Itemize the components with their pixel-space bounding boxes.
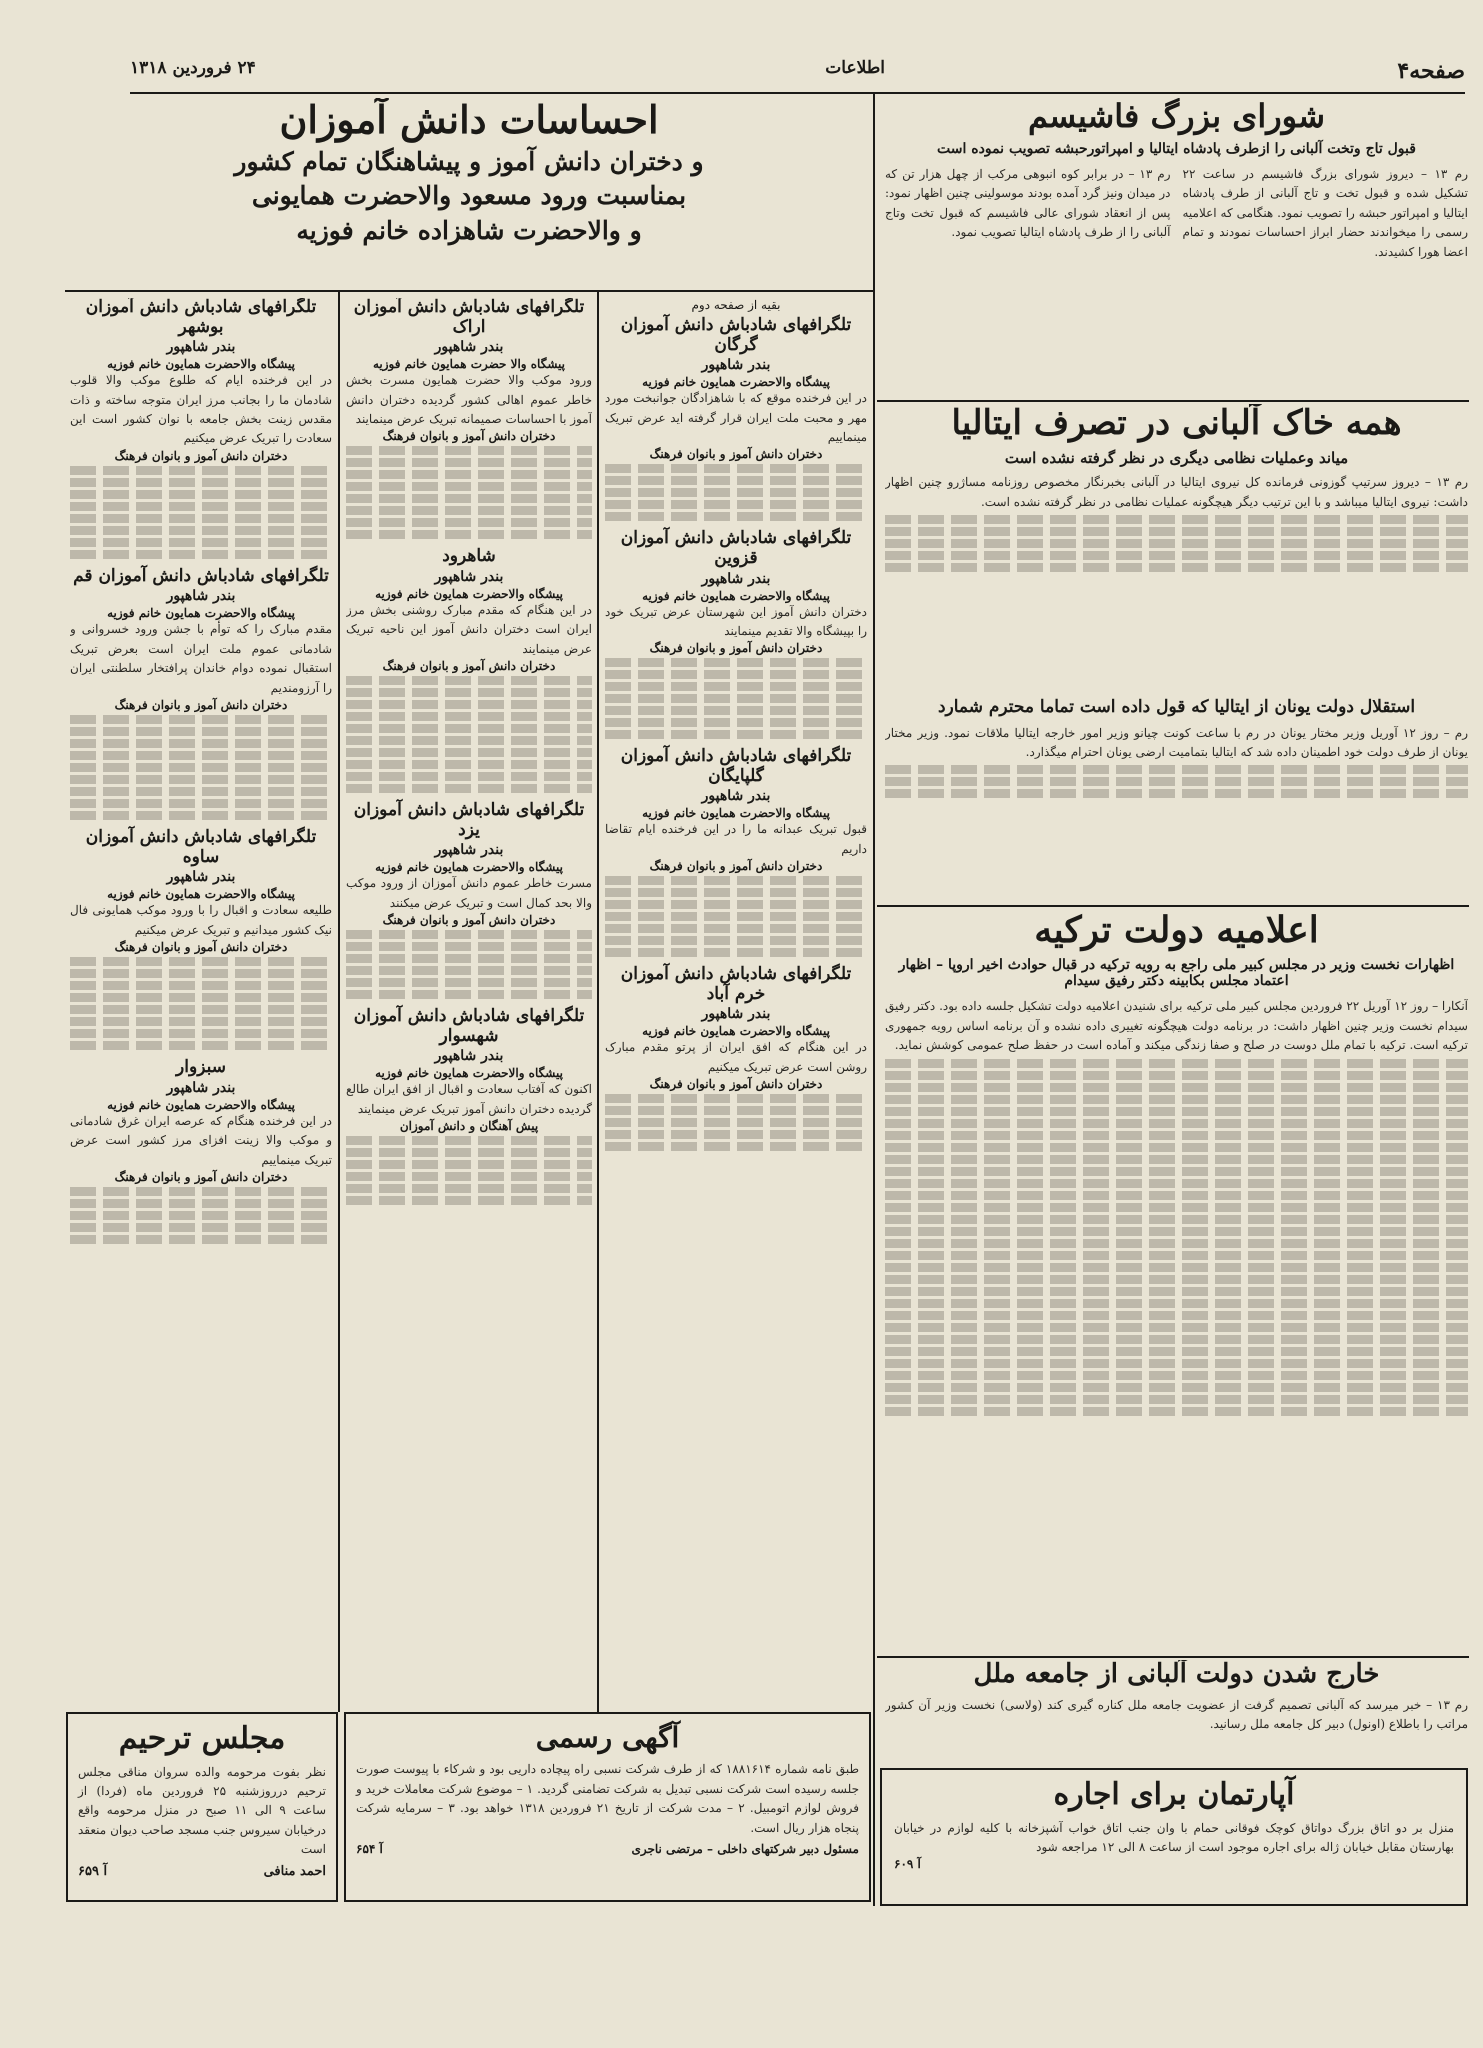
students-subhead-2: بمناسبت ورود مسعود والاحضرت همایونی [251, 181, 687, 211]
telegram-text: طلیعه سعادت و اقبال را با ورود موکب همایونی فال نیک کشور میدانیم و تبریک عرض میکنیم [70, 903, 332, 937]
students-subhead-1: و دختران دانش آموز و پیشاهنگان تمام کشور [234, 146, 704, 176]
apartment-ref: آ ۶۰۹ [894, 1857, 921, 1872]
telegram-sender: پیشگاه والاحضرت همایون خانم فوزیه [642, 375, 830, 390]
telegram-title: تلگرافهای شادباش دانش آموزان شهسوار [353, 1006, 585, 1046]
telegram-item [605, 316, 867, 521]
telegram-column-1 [70, 298, 332, 1698]
telegram-sender: پیشگاه والاحضرت همایون خانم فوزیه [375, 586, 563, 601]
turkey-article [885, 910, 1468, 1650]
telegram-text: دختران دانش آموز این شهرستان عرض تبریک خود را بپیشگاه والا تقدیم مینمایند [605, 604, 867, 638]
telegram-city: بندر شاهپور [166, 588, 236, 605]
telegram-sender: پیشگاه والاحضرت همایون خانم فوزیه [107, 606, 295, 621]
section-rule [877, 905, 1469, 907]
page-number: صفحه۴ [1397, 58, 1465, 84]
telegram-title: تلگرافهای شادباش دانش آموزان گرگان [620, 315, 852, 355]
telegram-text: در این هنگام که مقدم مبارک روشنی بخش مرز ایران است دختران دانش آموز این ناحیه تبریک عرض مینمایند [346, 602, 592, 656]
column-rule [338, 292, 340, 1712]
telegram-title: تلگرافهای شادباش دانش آموزان اراک [353, 298, 585, 337]
mourning-signer: احمد منافی [263, 1863, 326, 1879]
telegram-item [605, 747, 867, 957]
fascism-subhead: قبول تاج وتخت آلبانی را ازطرف پادشاه ایتالیا و امپراتورحبشه تصویب نموده است [937, 140, 1416, 157]
issue-date: ۲۴ فروردین ۱۳۱۸ [130, 58, 256, 78]
telegram-item [346, 1007, 592, 1205]
telegram-column-2 [346, 298, 592, 1708]
turkey-headline: اعلامیه دولت ترکیه [1034, 910, 1319, 951]
telegram-text: مقدم مبارک را که توأم با جشن ورود خسروانی و شادمانی عموم ملت ایران است بعرض تبریک استقبال نموده دوام خاندان پرافتخار سلطنتی ایران را آرزومندیم [70, 622, 332, 695]
telegram-item [605, 529, 867, 739]
students-headline: احساسات دانش آموزان [279, 98, 659, 142]
telegram-title: شاهرود [442, 546, 496, 567]
mourning-title: مجلس ترحیم [118, 1721, 286, 1756]
telegram-sender: پیشگاه والاحضرت همایون خانم فوزیه [642, 588, 830, 603]
telegram-text: اکنون که آفتاب سعادت و اقبال از افق ایران طالع گردیده دختران دانش آموز تبریک عرض مینمایند [346, 1082, 592, 1116]
telegram-title: تلگرافهای شادباش دانش آموزان قم [73, 565, 329, 586]
telegram-sender: پیشگاه والاحضرت همایون خانم فوزیه [375, 1066, 563, 1081]
fascism-article [885, 98, 1468, 398]
column-rule [597, 292, 599, 1712]
newspaper-name: اطلاعات [825, 58, 885, 78]
telegram-column-3 [605, 298, 867, 1708]
telegram-text: در این فرخنده هنگام که عرصه ایران غرق شادمانی و موکب والا زینت افزای مرز کشور است عرض تبریک مینماییم [70, 1113, 332, 1167]
continued-note: بقیه از صفحه دوم [691, 298, 781, 312]
telegram-item [346, 801, 592, 999]
telegram-sign: دختران دانش آموز و بانوان فرهنگ [649, 447, 823, 462]
telegram-sign: دختران دانش آموز و بانوان فرهنگ [382, 429, 556, 444]
telegram-title: تلگرافهای شادباش دانش آموزان بوشهر [85, 298, 317, 337]
mourning-notice [66, 1712, 338, 1902]
telegram-text: ورود موکب والا حضرت همایون مسرت بخش خاطر عموم اهالی کشور گردیده دختران دانش آموز با احساسات صمیمانه تبریک عرض مینمایند [346, 373, 592, 426]
telegram-city: بندر شاهپور [434, 842, 504, 859]
greece-article [885, 698, 1468, 898]
telegram-text: قبول تبریک عبدانه ما را در این فرخنده ایام تقاضا داریم [605, 822, 867, 856]
albania-article [885, 404, 1468, 694]
telegram-sender: پیشگاه والاحضرت همایون خانم فوزیه [375, 860, 563, 875]
league-article [885, 1660, 1468, 1760]
fascism-body-1: رم ۱۳ – دیروز شورای بزرگ فاشیسم در ساعت ۲۲ تشکیل شده و قبول تخت و تاج آلبانی از طرف پادشاه ایتالیا و امپراتور حبشه را تصویب نمود. هنگامی که اعلامیه رسمی را میخواندند حضار ابراز احساسات نمودند و تمام اعضا هورا کشیدند. [1182, 166, 1468, 259]
telegram-title: تلگرافهای شادباش دانش آموزان قزوین [620, 528, 852, 568]
telegram-text: در این هنگام که افق ایران از پرتو مقدم مبارک روشن است عرض تبریک میکنیم [605, 1040, 867, 1074]
telegram-title: تلگرافهای شادباش دانش آموزان یزد [353, 800, 585, 840]
masthead-rule [130, 92, 1465, 94]
telegram-title: تلگرافهای شادباش دانش آموزان ساوه [85, 827, 317, 867]
telegram-city: بندر شاهپور [434, 339, 504, 356]
official-ad-text: طبق نامه شماره ۱۸۸۱۶۱۴ که از طرف شرکت نسبی راه پیچاده داریی بود و شرکاء با پیوست صورت جلسه رسیده است شرکت نسبی تبدیل به شرکت تضامنی گردید. ۱ – موضوع شرکت معاملات خرید و فروش لوازم اتومبیل. ۲ – مدت شرکت از تاریخ ۲۱ فروردین ۱۳۱۸ خواهد بود. ۳ – سرمایه شرکت پنجاه هزار ریال است. [356, 1762, 859, 1835]
official-ad-title: آگهی رسمی [535, 1721, 680, 1754]
telegram-text: مسرت خاطر عموم دانش آموزان از ورود موکب والا بحد کمال است و تبریک عرض میکنند [346, 876, 592, 910]
telegram-sign: دختران دانش آموز و بانوان فرهنگ [382, 659, 556, 674]
students-subhead-3: و والاحضرت شاهزاده خانم فوزیه [296, 216, 642, 246]
telegram-sign: دختران دانش آموز و بانوان فرهنگ [649, 859, 823, 874]
column-rule [873, 94, 875, 1906]
telegram-sender: پیشگاه والاحضرت همایون خانم فوزیه [642, 1024, 830, 1039]
telegram-sign: دختران دانش آموز و بانوان فرهنگ [649, 641, 823, 656]
fascism-headline: شورای بزرگ فاشیسم [1027, 98, 1326, 135]
telegram-item [70, 828, 332, 1050]
greece-body: رم – روز ۱۲ آوریل وزیر مختار یونان در رم با ساعت کونت چیانو وزیر امور خارجه ایتالیا ملاقات نمود. وزیر مختار یونان از طرف دولت خود اطمینان داده شد که ایتالیا بتمامیت ارضی یونان احترام میگذارد. [885, 725, 1468, 759]
telegram-city: بندر شاهپور [701, 570, 771, 587]
telegram-item [605, 965, 867, 1151]
telegram-city: بندر شاهپور [166, 1079, 236, 1096]
telegram-title: تلگرافهای شادباش دانش آموزان خرم آباد [620, 964, 852, 1004]
telegram-sign: پیش آهنگان و دانش آموزان [399, 1119, 539, 1134]
turkey-subhead: اظهارات نخست وزیر در مجلس کبیر ملی راجع به رویه ترکیه در قبال حوادث اخیر اروپا – اظهار اعتماد مجلس بکابینه دکتر رفیق سیدام [898, 957, 1455, 990]
telegram-city: بندر شاهپور [434, 1048, 504, 1065]
official-ad-signer: مسئول دبیر شرکتهای داخلی – مرتضی ناجری [631, 1841, 859, 1856]
telegram-item [70, 567, 332, 820]
students-header [70, 98, 868, 286]
official-ad-ref: آ ۶۵۴ [356, 1841, 383, 1856]
telegram-title: سبزوار [176, 1057, 226, 1078]
telegram-sender: پیشگاه والاحضرت همایون خانم فوزیه [107, 1097, 295, 1112]
telegram-title: تلگرافهای شادباش دانش آموزان گلپایگان [620, 746, 852, 786]
telegram-city: بندر شاهپور [434, 568, 504, 585]
mourning-text: نظر بفوت مرحومه والده سروان مناقی مجلس ترحیم درروزشنبه ۲۵ فروردین ماه (فردا) از ساعت ۹ الی ۱۱ صبح در منزل مرحومه واقع درخیابان سیروس جنب مسجد صاحب دیوان منعقد است [78, 1764, 327, 1857]
apartment-text: منزل بر دو اتاق بزرگ دواتاق کوچک فوقانی حمام با وان جنب اتاق خواب آشپزخانه با کلیه لوازم در خیابان بهارستان مقابل خیابان ژاله برای اجاره موجود است از ساعت ۸ الی ۱۲ مراجعه شود [894, 1820, 1454, 1854]
official-ad [344, 1712, 871, 1902]
telegram-item [346, 298, 592, 539]
albania-headline: همه خاک آلبانی در تصرف ایتالیا [951, 404, 1402, 443]
telegram-city: بندر شاهپور [701, 788, 771, 805]
telegram-city: بندر شاهپور [701, 1006, 771, 1023]
league-headline: خارج شدن دولت آلبانی از جامعه ملل [973, 1660, 1380, 1689]
masthead [130, 52, 1465, 92]
telegram-sender: پیشگاه والاحضرت همایون خانم فوزیه [107, 357, 295, 372]
albania-body: رم ۱۳ – دیروز سرتیپ گوزونی فرمانده کل نیروی ایتالیا در آلبانی بخبرنگار مخصوص روزنامه مساژرو چنین اظهار داشت: نیروی ایتالیا میباشد و با این ترتیب دیگر هیچگونه عملیات نظامی در نظر گرفته نشده است. [885, 475, 1468, 509]
telegram-item [70, 298, 332, 559]
albania-subhead: میاند وعملیات نظامی دیگری در نظر گرفته نشده است [1004, 449, 1349, 468]
telegram-city: بندر شاهپور [166, 339, 236, 356]
telegram-text: در این فرخنده ایام که طلوع موکب والا قلوب شادمان ما را بجانب مرز ایران متوجه ساخته و ذات مقدس زینت بخش جامعه با نوان کشور است این سعادت را تبریک عرض میکنیم [70, 373, 332, 446]
telegram-sign: دختران دانش آموز و بانوان فرهنگ [649, 1077, 823, 1092]
fascism-body-2: رم ۱۳ – در برابر کوه انبوهی مرکب از چهل هزار تن که در میدان ونیز گرد آمده بودند موسولینی چنین اظهار نمود: پس از انعقاد شورای عالی فاشیسم که قبول تخت وتاج آلبانی را از طرف پادشاه ایتالیا تصویب نمود. [885, 166, 1171, 240]
turkey-body: آنکارا – روز ۱۲ آوریل ۲۲ فروردین مجلس کبیر ملی ترکیه برای شنیدن اعلامیه دولت تشکیل جلسه داده بود. دکتر رفیق سیدام نخست وزیر چنین اظهار داشت: در برنامه دولت هیچگونه تغییری داده نشده و آن برنامه اساس رویه جمهوری ترکیه است. ترکیه با تمام ملل دوست در صلح و صفا زندگی میکند و آماده است در حفظ صلح عمومی کوشش نماید. [885, 999, 1468, 1053]
apartment-ad [880, 1768, 1468, 1906]
apartment-title: آپارتمان برای اجاره [1053, 1777, 1295, 1812]
section-rule [877, 1656, 1469, 1658]
telegram-sign: دختران دانش آموز و بانوان فرهنگ [114, 940, 288, 955]
telegram-sign: دختران دانش آموز و بانوان فرهنگ [114, 448, 288, 463]
telegram-sender: پیشگاه والاحضرت همایون خانم فوزیه [107, 887, 295, 902]
telegram-sign: دختران دانش آموز و بانوان فرهنگ [382, 913, 556, 928]
league-body: رم ۱۳ – خبر میرسد که آلبانی تصمیم گرفت از عضویت جامعه ملل کناره گیری کند (ولاسی) نخست وزیر آن کشور مراتب را باطلاع (اونول) دبیر کل جامعه ملل رسانید. [885, 1697, 1468, 1732]
telegram-city: بندر شاهپور [166, 869, 236, 886]
mourning-ref: آ ۶۵۹ [78, 1863, 108, 1879]
telegram-item [346, 547, 592, 793]
greece-headline: استقلال دولت یونان از ایتالیا که قول داده است تماما محترم شمارد [937, 698, 1416, 717]
telegram-sign: دختران دانش آموز و بانوان فرهنگ [114, 698, 288, 713]
telegram-sign: دختران دانش آموز و بانوان فرهنگ [114, 1169, 288, 1184]
telegram-text: در این فرخنده موقع که با شاهزادگان جوانبخت مورد مهر و محبت ملت ایران قرار گرفته اید عرض تبریک مینماییم [605, 391, 867, 444]
telegram-item [70, 1058, 332, 1244]
telegram-city: بندر شاهپور [701, 357, 771, 374]
telegram-sender: پیشگاه والا حضرت همایون خانم فوزیه [372, 357, 566, 372]
section-rule [65, 290, 873, 292]
telegram-sender: پیشگاه والاحضرت همایون خانم فوزیه [642, 806, 830, 821]
section-rule [877, 400, 1469, 402]
